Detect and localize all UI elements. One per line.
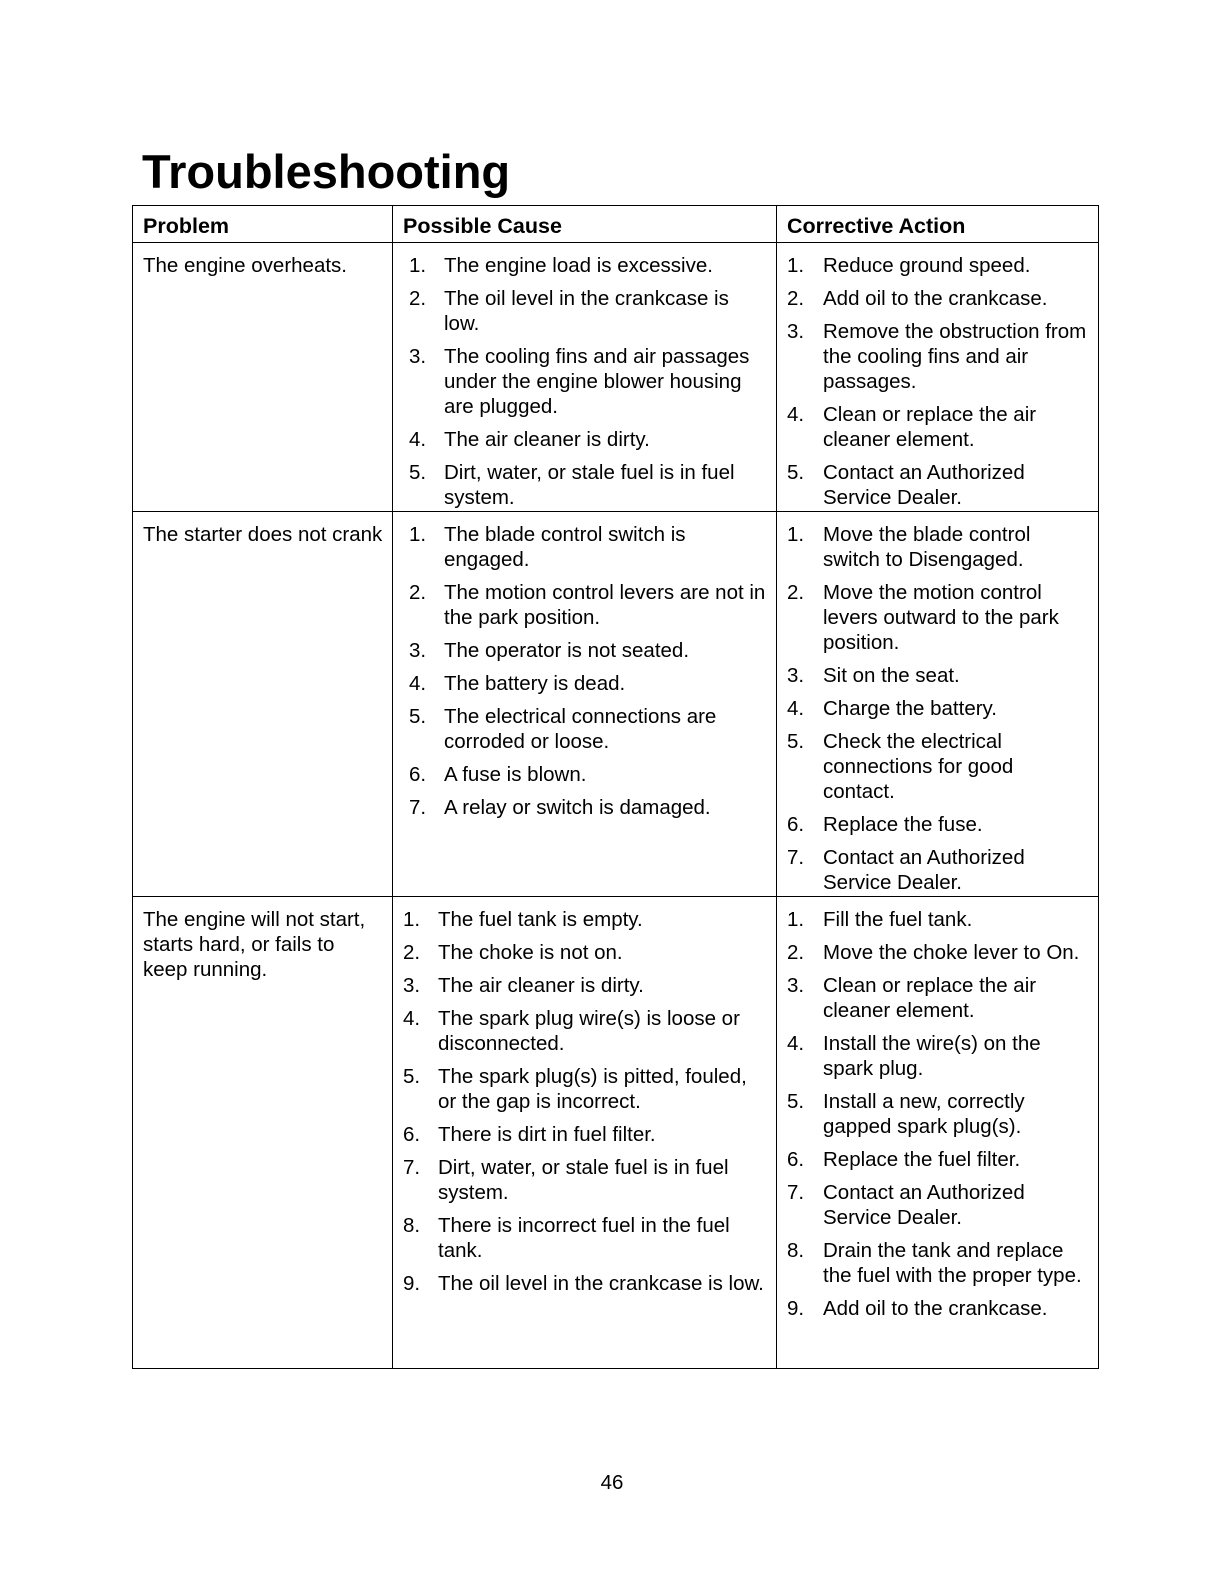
list-number: 4.	[409, 672, 427, 695]
action-item	[787, 812, 1090, 837]
cause-item	[403, 1271, 768, 1296]
list-text: A relay or switch is damaged.	[444, 796, 711, 819]
list-text: Sit on the seat.	[823, 664, 960, 687]
list-number: 1.	[787, 254, 805, 277]
header-possible-cause: Possible Cause	[393, 206, 777, 243]
possible-cause-cell-list	[403, 253, 768, 510]
list-number: 4.	[787, 697, 805, 720]
problem-cell: The engine overheats.	[133, 243, 393, 512]
cause-item	[403, 795, 768, 820]
list-number: 3.	[409, 345, 427, 368]
list-text: Add oil to the crankcase.	[823, 1297, 1048, 1320]
action-item	[787, 940, 1090, 965]
table-row	[133, 243, 1099, 512]
list-number: 4.	[409, 428, 427, 451]
action-item	[787, 696, 1090, 721]
list-number: 1.	[403, 908, 421, 931]
problem-cell: The starter does not crank	[133, 512, 393, 897]
header-problem: Problem	[133, 206, 393, 243]
list-text: There is dirt in fuel filter.	[438, 1123, 656, 1146]
action-item	[787, 402, 1090, 452]
corrective-action-cell-list	[787, 907, 1090, 1321]
action-item	[787, 1147, 1090, 1172]
list-number: 1.	[409, 523, 427, 546]
cause-item	[403, 907, 768, 932]
list-number: 1.	[787, 908, 805, 931]
action-item	[787, 1180, 1090, 1230]
list-number: 9.	[787, 1297, 805, 1320]
table-header-row	[133, 206, 1099, 243]
cause-item	[403, 940, 768, 965]
list-text: The battery is dead.	[444, 672, 626, 695]
action-item	[787, 522, 1090, 572]
list-text: Add oil to the crankcase.	[823, 287, 1048, 310]
list-text: The engine load is excessive.	[444, 254, 713, 277]
list-number: 5.	[403, 1065, 421, 1088]
list-number: 9.	[403, 1272, 421, 1295]
possible-cause-cell	[393, 512, 777, 897]
list-text: The oil level in the crankcase is low.	[438, 1272, 764, 1295]
cause-item	[403, 1155, 768, 1205]
list-number: 3.	[787, 664, 805, 687]
list-text: The operator is not seated.	[444, 639, 690, 662]
list-text: Move the choke lever to On.	[823, 941, 1080, 964]
list-text: Replace the fuse.	[823, 813, 983, 836]
cause-item	[403, 1213, 768, 1263]
list-text: The blade control switch is engaged.	[444, 523, 686, 571]
list-number: 4.	[787, 1032, 805, 1055]
table-row	[133, 512, 1099, 897]
list-number: 2.	[787, 287, 805, 310]
list-number: 6.	[403, 1123, 421, 1146]
list-text: Reduce ground speed.	[823, 254, 1031, 277]
list-number: 4.	[787, 403, 805, 426]
list-text: A fuse is blown.	[444, 763, 587, 786]
problem-cell: The engine will not start, starts hard, or fails to keep running.	[133, 897, 393, 1369]
action-item	[787, 973, 1090, 1023]
list-number: 8.	[403, 1214, 421, 1237]
action-item	[787, 1089, 1090, 1139]
list-number: 2.	[409, 287, 427, 310]
list-number: 7.	[403, 1156, 421, 1179]
list-text: The motion control levers are not in the park position.	[444, 581, 766, 629]
list-number: 3.	[409, 639, 427, 662]
cause-item	[403, 253, 768, 278]
list-text: The oil level in the crankcase is low.	[444, 287, 729, 335]
page-title: Troubleshooting	[142, 145, 511, 198]
list-text: Install the wire(s) on the spark plug.	[823, 1032, 1041, 1080]
list-text: Replace the fuel filter.	[823, 1148, 1021, 1171]
cause-item	[403, 973, 768, 998]
list-text: Clean or replace the air cleaner element.	[823, 403, 1037, 451]
list-number: 5.	[409, 461, 427, 484]
list-text: Remove the obstruction from the cooling fins and air passages.	[823, 320, 1087, 393]
table-row	[133, 897, 1099, 1369]
list-number: 3.	[787, 974, 805, 997]
action-item	[787, 1296, 1090, 1321]
list-number: 6.	[787, 813, 805, 836]
corrective-action-cell	[777, 897, 1099, 1369]
cause-item	[403, 286, 768, 336]
action-item	[787, 580, 1090, 655]
cause-item	[403, 704, 768, 754]
list-text: The cooling fins and air passages under the engine blower housing are plugged.	[444, 345, 750, 418]
list-text: Contact an Authorized Service Dealer.	[823, 1181, 1025, 1229]
list-number: 5.	[787, 461, 805, 484]
list-text: Move the blade control switch to Disengaged.	[823, 523, 1031, 571]
action-item	[787, 460, 1090, 510]
list-number: 4.	[403, 1007, 421, 1030]
list-number: 5.	[787, 730, 805, 753]
corrective-action-cell-list	[787, 522, 1090, 895]
troubleshooting-table	[132, 205, 1099, 1369]
action-item	[787, 845, 1090, 895]
cause-item	[403, 1006, 768, 1056]
list-text: The fuel tank is empty.	[438, 908, 643, 931]
list-text: Fill the fuel tank.	[823, 908, 973, 931]
list-number: 1.	[787, 523, 805, 546]
list-text: Dirt, water, or stale fuel is in fuel system.	[444, 461, 735, 509]
list-number: 7.	[409, 796, 427, 819]
list-number: 1.	[409, 254, 427, 277]
list-text: Move the motion control levers outward to the park position.	[823, 581, 1059, 654]
action-item	[787, 907, 1090, 932]
possible-cause-cell-list	[403, 907, 768, 1296]
list-number: 7.	[787, 1181, 805, 1204]
list-number: 5.	[409, 705, 427, 728]
list-number: 7.	[787, 846, 805, 869]
page-number: 46	[600, 1471, 624, 1494]
corrective-action-cell-list	[787, 253, 1090, 510]
cause-item	[403, 638, 768, 663]
list-number: 6.	[409, 763, 427, 786]
list-text: The air cleaner is dirty.	[444, 428, 650, 451]
cause-item	[403, 1064, 768, 1114]
action-item	[787, 319, 1090, 394]
cause-item	[403, 671, 768, 696]
action-item	[787, 1031, 1090, 1081]
list-text: The choke is not on.	[438, 941, 623, 964]
list-text: Install a new, correctly gapped spark plug(s).	[823, 1090, 1025, 1138]
action-item	[787, 253, 1090, 278]
list-text: There is incorrect fuel in the fuel tank.	[438, 1214, 730, 1262]
corrective-action-cell	[777, 243, 1099, 512]
list-text: Check the electrical connections for good contact.	[823, 730, 1014, 803]
list-number: 2.	[787, 941, 805, 964]
list-text: The electrical connections are corroded or loose.	[444, 705, 717, 753]
list-number: 6.	[787, 1148, 805, 1171]
cause-item	[403, 522, 768, 572]
cause-item	[403, 580, 768, 630]
possible-cause-cell	[393, 243, 777, 512]
cause-item	[403, 427, 768, 452]
list-number: 3.	[403, 974, 421, 997]
list-text: The spark plug(s) is pitted, fouled, or the gap is incorrect.	[438, 1065, 747, 1113]
list-number: 2.	[409, 581, 427, 604]
list-number: 8.	[787, 1239, 805, 1262]
possible-cause-cell	[393, 897, 777, 1369]
header-corrective-action: Corrective Action	[777, 206, 1099, 243]
list-text: Contact an Authorized Service Dealer.	[823, 846, 1025, 894]
list-text: The spark plug wire(s) is loose or disconnected.	[438, 1007, 740, 1055]
list-text: Clean or replace the air cleaner element.	[823, 974, 1037, 1022]
corrective-action-cell	[777, 512, 1099, 897]
action-item	[787, 1238, 1090, 1288]
list-text: Contact an Authorized Service Dealer.	[823, 461, 1025, 509]
action-item	[787, 286, 1090, 311]
possible-cause-cell-list	[403, 522, 768, 820]
list-number: 2.	[403, 941, 421, 964]
cause-item	[403, 460, 768, 510]
list-number: 3.	[787, 320, 805, 343]
list-text: Drain the tank and replace the fuel with the proper type.	[823, 1239, 1082, 1287]
list-number: 5.	[787, 1090, 805, 1113]
action-item	[787, 729, 1090, 804]
list-text: The air cleaner is dirty.	[438, 974, 644, 997]
list-number: 2.	[787, 581, 805, 604]
cause-item	[403, 762, 768, 787]
cause-item	[403, 344, 768, 419]
list-text: Charge the battery.	[823, 697, 997, 720]
list-text: Dirt, water, or stale fuel is in fuel system.	[438, 1156, 729, 1204]
cause-item	[403, 1122, 768, 1147]
action-item	[787, 663, 1090, 688]
